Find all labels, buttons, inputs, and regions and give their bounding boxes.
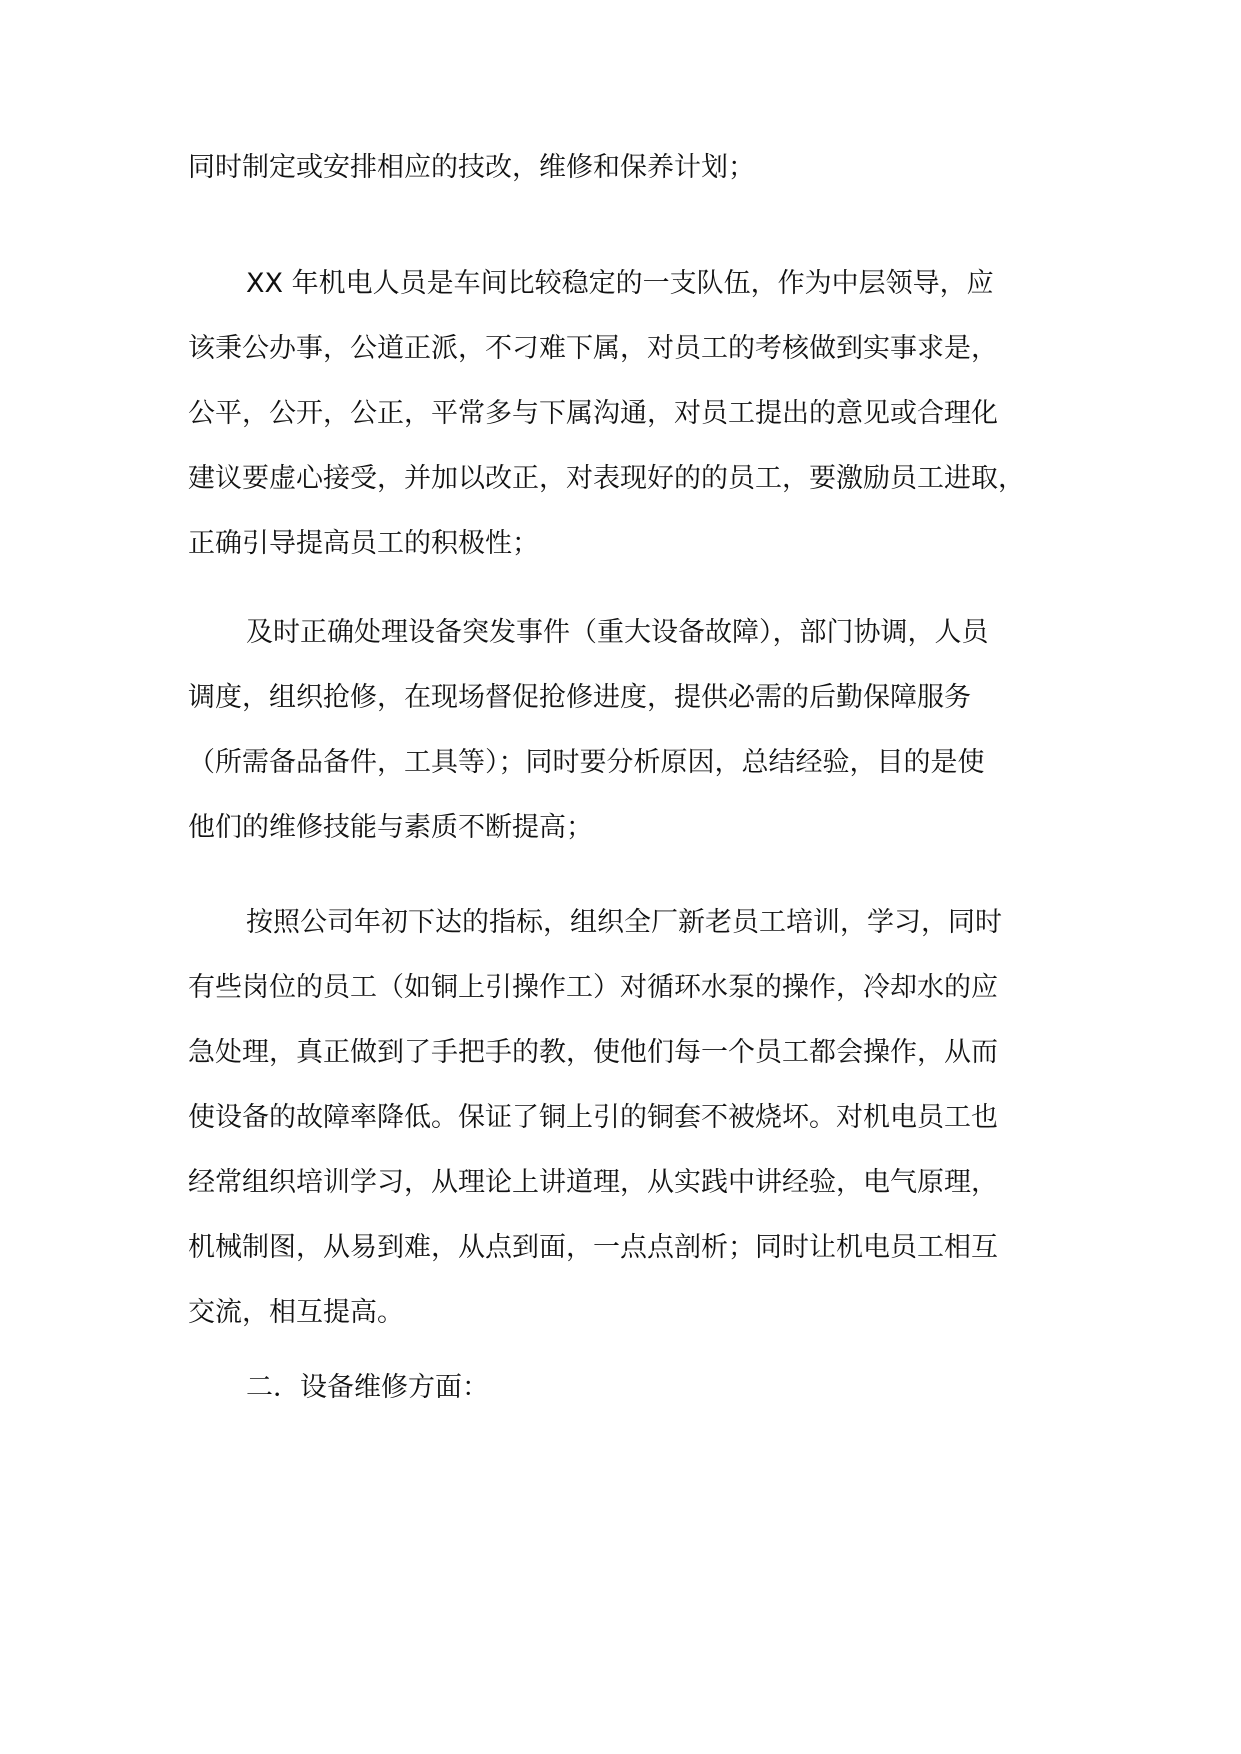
paragraph-line: 有些岗位的员工（如铜上引操作工）对循环水泵的操作，冷却水的应 [188,972,998,1003]
paragraph-line: （所需备品备件，工具等）；同时要分析原因，总结经验，目的是使 [188,747,985,778]
paragraph-line: 建议要虚心接受，并加以改正，对表现好的的员工，要激励员工进取， [188,463,1025,494]
paragraph-line: 他们的维修技能与素质不断提高； [188,812,593,843]
paragraph-line: 机械制图，从易到难，从点到面，一点点剖析；同时让机电员工相互 [188,1232,998,1263]
paragraph-line: 公平，公开，公正，平常多与下属沟通，对员工提出的意见或合理化 [188,398,998,429]
paragraph-3 [188,600,1088,860]
paragraph-1 [188,135,1088,200]
paragraph-line: 使设备的故障率降低。保证了铜上引的铜套不被烧坏。对机电员工也 [188,1102,998,1133]
paragraph-4 [188,890,1088,1345]
paragraph-2 [188,251,1088,576]
paragraph-line: XX 年机电人员是车间比较稳定的一支队伍，作为中层领导，应 [246,268,994,299]
paragraph-line: 按照公司年初下达的指标，组织全厂新老员工培训，学习，同时 [246,907,1002,938]
paragraph-line: 及时正确处理设备突发事件（重大设备故障），部门协调，人员 [246,617,989,648]
paragraph-line: 经常组织培训学习，从理论上讲道理，从实践中讲经验，电气原理， [188,1167,998,1198]
paragraph-line: 调度，组织抢修，在现场督促抢修进度，提供必需的后勤保障服务 [188,682,971,713]
paragraph-line: 急处理，真正做到了手把手的教，使他们每一个员工都会操作，从而 [188,1037,998,1068]
paragraph-line: 同时制定或安排相应的技改，维修和保养计划； [188,152,755,183]
paragraph-line: 交流，相互提高。 [188,1297,404,1328]
paragraph-line: 该秉公办事，公道正派，不刁难下属，对员工的考核做到实事求是， [188,333,998,364]
section-heading [188,1355,1088,1420]
section-heading-text: 二．设备维修方面： [246,1372,489,1403]
paragraph-line: 正确引导提高员工的积极性； [188,528,539,559]
